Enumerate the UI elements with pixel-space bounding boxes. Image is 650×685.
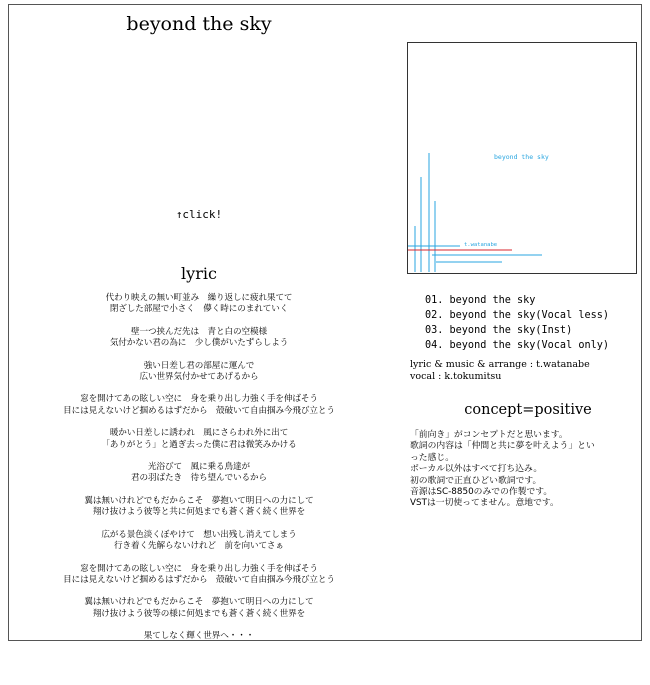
- lyric-line: 広がる景色淡くぼやけて 想い出残し消えてしまう: [101, 529, 297, 540]
- lyric-stanza: [9, 428, 389, 451]
- lyric-stanza: [9, 564, 389, 587]
- lyric-stanza: [9, 530, 389, 553]
- concept-body: [410, 430, 620, 510]
- credit-lyric-music-arrange: lyric & music & arrange : t.watanabe: [410, 359, 590, 370]
- page-frame: [8, 4, 642, 641]
- concept-heading: concept=positive: [464, 402, 592, 418]
- concept-line: 初の歌詞で正直ひどい歌詞です。: [410, 475, 542, 486]
- lyric-line: 窓を開けてあの眩しい空に 身を乗り出し力強く手を伸ばそう: [80, 563, 318, 574]
- lyric-line: 翼は無いけれどでもだからこそ 夢抱いて明日への力にして: [84, 495, 314, 506]
- lyric-line: 果てしなく輝く世界へ・・・: [143, 631, 255, 642]
- jacket-title-text: beyond the sky: [494, 153, 549, 161]
- lyric-line: 翼は無いけれどでもだからこそ 夢抱いて明日への力にして: [84, 597, 314, 608]
- lyric-line: 閉ざした部屋で小さく 儚く時にのまれていく: [109, 304, 289, 315]
- concept-line: 音源はSC-8850のみでの作製です。: [410, 487, 553, 498]
- album-jacket-image[interactable]: [407, 42, 637, 274]
- credits: [410, 359, 590, 383]
- lyric-line: 強い日差し君の部屋に運んで: [143, 360, 255, 371]
- lyric-heading: lyric: [181, 264, 217, 283]
- track-item[interactable]: 03. beyond the sky(Inst): [425, 325, 573, 336]
- lyric-line: 気付かない君の為に 少し僕がいたずらしよう: [109, 338, 289, 349]
- lyric-line: 目には見えないけど掴めるはずだから 殻破いて自由掴み今飛び立とう: [63, 405, 335, 416]
- lyric-line: 翔け抜けよう彼等と共に何処までも蒼く蒼く続く世界を: [92, 507, 306, 518]
- jacket-artist-text: t.watanabe: [464, 242, 498, 248]
- lyric-line: 「ありがとう」と過ぎ去った僕に君は微笑みかける: [101, 439, 297, 450]
- lyric-line: 壁一つ挟んだ先は 青と白の空模様: [131, 326, 267, 337]
- lyric-line: 暖かい日差しに誘われ 風にさらわれ外に出て: [109, 428, 289, 439]
- lyric-stanza: [9, 597, 389, 620]
- lyric-stanza: [9, 327, 389, 350]
- lyric-stanza: [9, 631, 389, 642]
- lyric-line: 目には見えないけど掴めるはずだから 殻破いて自由掴み今飛び立とう: [63, 574, 335, 585]
- lyric-line: 代わり映えの無い町並み 繰り返しに疲れ果てて: [105, 293, 293, 303]
- concept-line: 歌詞の内容は「仲間と共に夢を叶えよう」とい: [410, 441, 595, 452]
- site-title: beyond the sky: [126, 13, 272, 35]
- lyric-stanza: [9, 496, 389, 519]
- lyric-line: 窓を開けてあの眩しい空に 身を乗り出し力強く手を伸ばそう: [80, 394, 318, 405]
- lyric-line: 行き着く先解らないけれど 前を向いてさぁ: [114, 541, 284, 552]
- lyric-stanza: [9, 293, 389, 316]
- lyric-line: 君の羽ばたき 待ち望んでいるから: [131, 473, 267, 484]
- lyric-line: 光浴びて 風に乗る鳥達が: [148, 462, 250, 473]
- track-item[interactable]: 02. beyond the sky(Vocal less): [425, 310, 610, 321]
- lyric-stanza: [9, 462, 389, 485]
- jacket-click-link[interactable]: ↑click!: [175, 208, 223, 221]
- track-list: [425, 293, 609, 353]
- lyric-line: 翔け抜けよう彼等の様に何処までも蒼く蒼く続く世界を: [92, 608, 306, 619]
- lyric-stanza: [9, 394, 389, 417]
- track-item[interactable]: 01. beyond the sky: [425, 295, 536, 306]
- lyric-stanza: [9, 361, 389, 384]
- lyric-body: [9, 293, 389, 654]
- concept-line: 「前向き」がコンセプトだと思います。: [410, 430, 568, 440]
- concept-line: VSTは一切使ってません。意地です。: [410, 498, 559, 509]
- lyric-line: 広い世界気付かせてあげるから: [139, 372, 259, 383]
- concept-line: ボーカル以外はすべて打ち込み。: [410, 464, 543, 475]
- concept-line: った感じ。: [410, 452, 454, 463]
- track-item[interactable]: 04. beyond the sky(Vocal only): [425, 340, 610, 351]
- credit-vocal: vocal : k.tokumitsu: [410, 371, 502, 382]
